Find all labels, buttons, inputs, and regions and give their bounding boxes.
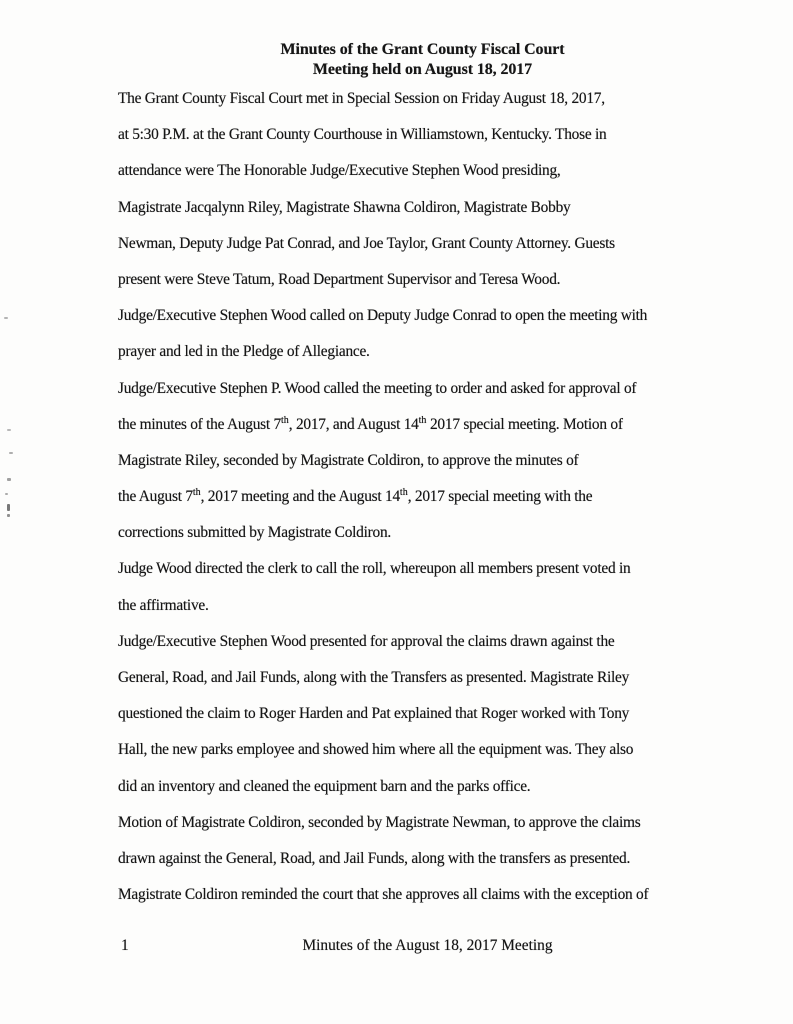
- document-title-line-2: Meeting held on August 18, 2017: [312, 61, 533, 78]
- line-text: the minutes of the August 7: [118, 415, 281, 433]
- body-line: [118, 841, 703, 877]
- footer-title: Minutes of the August 18, 2017 Meeting: [302, 937, 553, 954]
- document-body: [118, 81, 703, 913]
- document-title: [0, 40, 793, 80]
- body-line: [118, 660, 703, 696]
- line-text: did an inventory and cleaned the equipment barn and the parks office.: [118, 777, 531, 795]
- body-line: [118, 117, 703, 153]
- body-line: [118, 479, 703, 515]
- line-text: Newman, Deputy Judge Pat Conrad, and Joe Taylor, Grant County Attorney. Guests: [118, 234, 615, 252]
- page-number: 1: [121, 937, 129, 954]
- body-line: [118, 624, 703, 660]
- body-line: [118, 226, 703, 262]
- line-text: Motion of Magistrate Coldiron, seconded by Magistrate Newman, to approve the claims: [118, 813, 641, 831]
- line-text: at 5:30 P.M. at the Grant County Courthouse in Williamstown, Kentucky. Those in: [118, 126, 607, 144]
- scan-artifact: [9, 452, 13, 454]
- body-line: [118, 262, 703, 298]
- line-text: Hall, the new parks employee and showed him where all the equipment was. They also: [118, 741, 634, 759]
- line-text: , 2017, and August 14: [288, 415, 419, 433]
- superscript-text: th: [192, 486, 201, 498]
- line-text: 2017 special meeting. Motion of: [426, 415, 623, 433]
- scan-artifact: [4, 317, 8, 319]
- line-text: the August 7: [118, 488, 193, 506]
- body-line: [118, 443, 703, 479]
- line-text: Judge/Executive Stephen P. Wood called the meeting to order and asked for approval of: [118, 379, 637, 397]
- scan-artifact: [7, 478, 11, 481]
- body-line: [118, 805, 703, 841]
- line-text: Judge/Executive Stephen Wood presented for approval the claims drawn against the: [118, 632, 615, 650]
- line-text: questioned the claim to Roger Harden and Pat explained that Roger worked with Tony: [118, 705, 630, 723]
- body-line: [118, 515, 703, 551]
- line-text: The Grant County Fiscal Court met in Special Session on Friday August 18, 2017,: [118, 90, 605, 107]
- body-line: [118, 588, 703, 624]
- body-line: [118, 298, 703, 334]
- body-line: [118, 551, 703, 587]
- superscript-text: th: [399, 486, 408, 498]
- superscript-text: th: [418, 414, 427, 426]
- line-text: prayer and led in the Pledge of Allegiance.: [118, 343, 370, 361]
- scan-artifact: [5, 493, 8, 495]
- line-text: Magistrate Coldiron reminded the court that she approves all claims with the exception of: [118, 886, 649, 904]
- body-line: [118, 371, 703, 407]
- line-text: Judge Wood directed the clerk to call the roll, whereupon all members present voted in: [118, 560, 631, 578]
- document-title-line-1: Minutes of the Grant County Fiscal Court: [280, 41, 565, 58]
- document-footer: [0, 936, 793, 956]
- line-text: drawn against the General, Road, and Jail Funds, along with the transfers as presented.: [118, 849, 631, 867]
- body-line: [118, 81, 703, 117]
- line-text: Judge/Executive Stephen Wood called on Deputy Judge Conrad to open the meeting with: [118, 307, 648, 325]
- body-line: [118, 334, 703, 370]
- line-text: General, Road, and Jail Funds, along with the Transfers as presented. Magistrate Riley: [118, 669, 630, 686]
- scan-artifact: [7, 514, 10, 517]
- line-text: Magistrate Jacqalynn Riley, Magistrate Shawna Coldiron, Magistrate Bobby: [118, 198, 571, 216]
- superscript-text: th: [280, 414, 289, 426]
- line-text: attendance were The Honorable Judge/Executive Stephen Wood presiding,: [118, 162, 561, 180]
- body-line: [118, 190, 703, 226]
- body-line: [118, 696, 703, 732]
- line-text: Magistrate Riley, seconded by Magistrate Coldiron, to approve the minutes of: [118, 451, 579, 469]
- line-text: corrections submitted by Magistrate Coldiron.: [118, 524, 391, 542]
- line-text: , 2017 special meeting with the: [407, 488, 593, 506]
- line-text: the affirmative.: [118, 596, 209, 614]
- body-line: [118, 732, 703, 768]
- line-text: present were Steve Tatum, Road Department Supervisor and Teresa Wood.: [118, 270, 561, 288]
- body-line: [118, 407, 703, 443]
- scan-artifact: [7, 504, 10, 511]
- line-text: , 2017 meeting and the August 14: [200, 488, 400, 506]
- body-line: [118, 877, 703, 913]
- body-line: [118, 769, 703, 805]
- scan-artifact: [7, 429, 11, 431]
- body-line: [118, 153, 703, 189]
